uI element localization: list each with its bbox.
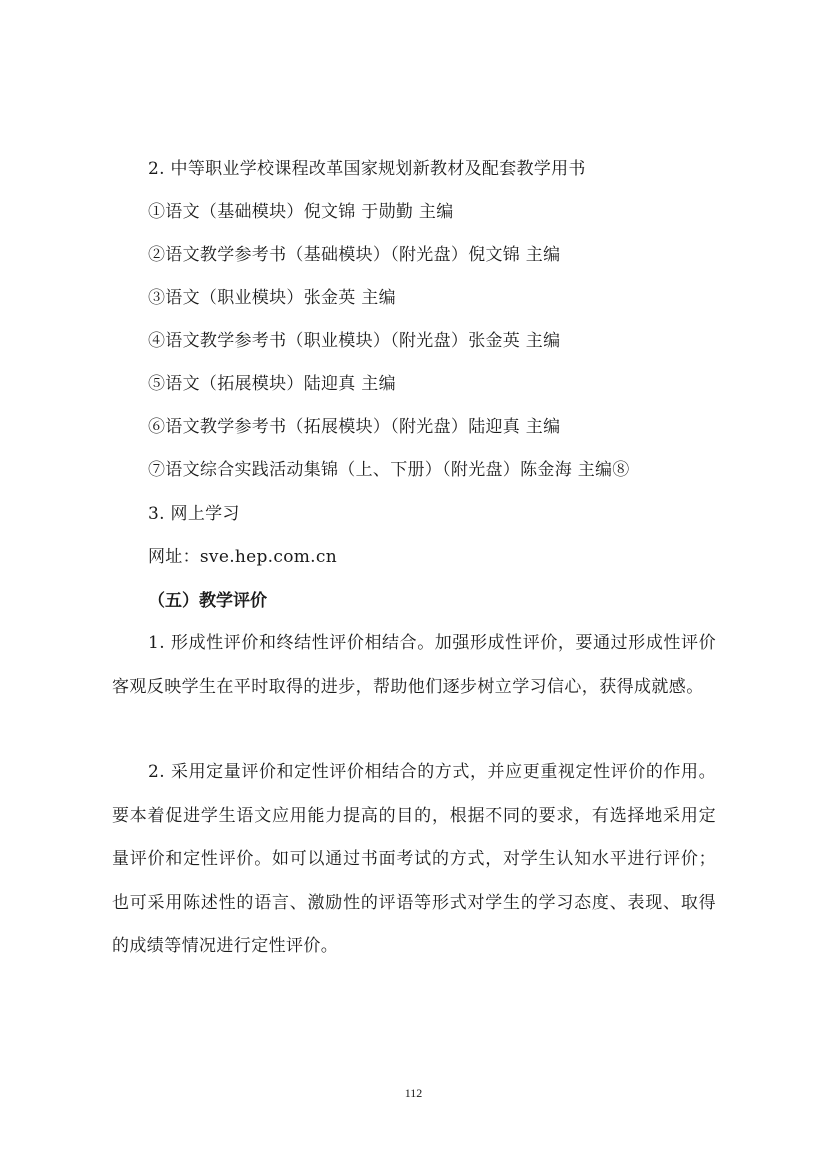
online-learning-heading: 3. 网上学习	[148, 504, 240, 524]
resource-item-3: ③语文（职业模块）张金英 主编	[148, 288, 396, 308]
website-line: 网址：sve.hep.com.cn	[148, 547, 337, 567]
resource-item-1: ①语文（基础模块）倪文锦 于勋勤 主编	[148, 202, 454, 222]
resource-item-2: ②语文教学参考书（基础模块）（附光盘）倪文锦 主编	[148, 245, 561, 265]
resource-item-5: ⑤语文（拓展模块）陆迎真 主编	[148, 374, 396, 394]
evaluation-paragraph-1: 1. 形成性评价和终结性评价相结合。加强形成性评价，要通过形成性评价客观反映学生在平时取得的进步，帮助他们逐步树立学习信心，获得成就感。	[112, 633, 716, 697]
resource-item-4: ④语文教学参考书（职业模块）（附光盘）张金英 主编	[148, 331, 561, 351]
evaluation-heading: （五）教学评价	[148, 591, 267, 611]
evaluation-paragraph-2: 2. 采用定量评价和定性评价相结合的方式，并应更重视定性评价的作用。要本着促进学生语文应用能力提高的目的，根据不同的要求，有选择地采用定量评价和定性评价。如可以通过书面考试的方式，对学生认知水平进行评价；也可采用陈述性的语言、激励性的评语等形式对学生的学习态度、表现、取得的成绩等情况进行定性评价。	[112, 762, 716, 956]
resource-item-7: ⑦语文综合实践活动集锦（上、下册）（附光盘）陈金海 主编⑧	[148, 460, 630, 480]
page-number: 112	[404, 1086, 423, 1100]
resources-heading: 2. 中等职业学校课程改革国家规划新教材及配套教学用书	[148, 159, 586, 179]
resource-item-6: ⑥语文教学参考书（拓展模块）（附光盘）陆迎真 主编	[148, 417, 561, 437]
